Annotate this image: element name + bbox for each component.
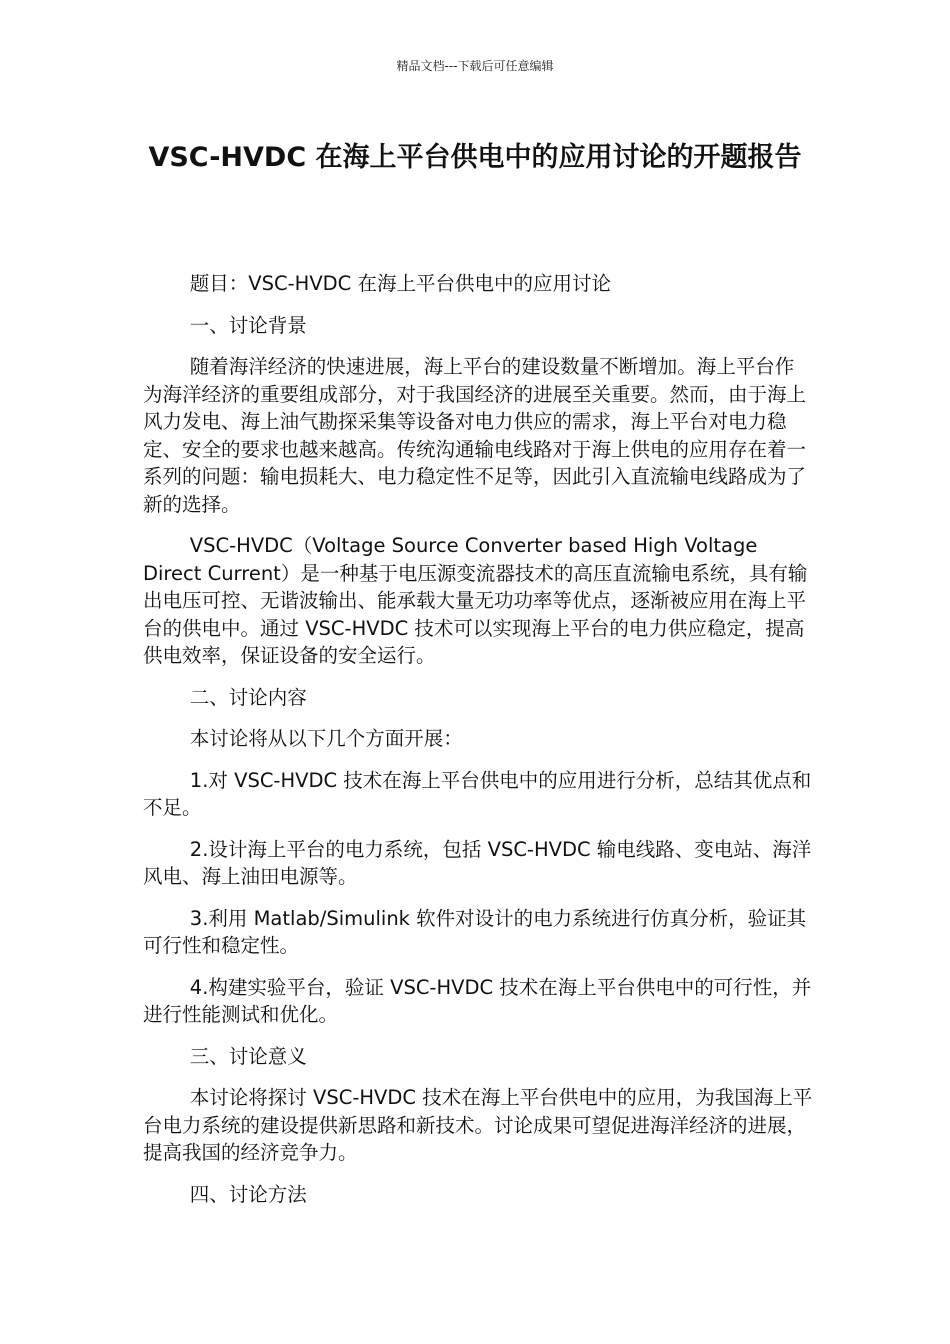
content-item-3: 3.利用 Matlab/Simulink 软件对设计的电力系统进行仿真分析，验证其可行性和稳定性。 — [143, 906, 807, 957]
content-item-2: 2.设计海上平台的电力系统，包括 VSC-HVDC 输电线路、变电站、海洋风电、海上油田电源等。 — [143, 837, 812, 888]
background-paragraph: 随着海洋经济的快速进展，海上平台的建设数量不断增加。海上平台作为海洋经济的重要组成部分，对于我国经济的进展至关重要。然而，由于海上风力发电、海上油气勘探采集等设备对电力供应的需求，海上平台对电力稳定、安全的要求也越来越高。传统沟通输电线路对于海上供电的应用存在着一系列的问题：输电损耗大、电力稳定性不足等，因此引入直流输电线路成为了新的选择。 — [143, 355, 807, 516]
page-header: 精品文档---下载后可任意编辑 — [396, 59, 554, 73]
topic-line: 题目：VSC-HVDC 在海上平台供电中的应用讨论 — [189, 272, 611, 295]
content-intro: 本讨论将从以下几个方面开展： — [189, 727, 463, 750]
document-title: VSC-HVDC 在海上平台供电中的应用讨论的开题报告 — [148, 142, 802, 173]
section-heading-background: 一、讨论背景 — [189, 313, 307, 337]
section-heading-method: 四、讨论方法 — [189, 1182, 307, 1206]
vsc-hvdc-paragraph: VSC-HVDC（Voltage Source Converter based High Voltage Direct Current）是一种基于电压源变流器技术的高压直流输电系统，具有输出电压可控、无谐波输出、能承载大量无功功率等优点，逐渐被应用在海上平台的供电中。通过 VSC-HVDC 技术可以实现海上平台的电力供应稳定，提高供电效率，保证设备的安全运行。 — [143, 534, 808, 667]
significance-paragraph: 本讨论将探讨 VSC-HVDC 技术在海上平台供电中的应用，为我国海上平台电力系统的建设提供新思路和新技术。讨论成果可望促进海洋经济的进展，提高我国的经济竞争力。 — [143, 1086, 813, 1164]
section-heading-significance: 三、讨论意义 — [189, 1044, 307, 1068]
content-item-1: 1.对 VSC-HVDC 技术在海上平台供电中的应用进行分析，总结其优点和不足。 — [143, 768, 812, 819]
document-body — [143, 270, 813, 1222]
section-heading-content: 二、讨论内容 — [189, 685, 307, 709]
content-item-4: 4.构建实验平台，验证 VSC-HVDC 技术在海上平台供电中的可行性，并进行性能测试和优化。 — [143, 975, 812, 1026]
